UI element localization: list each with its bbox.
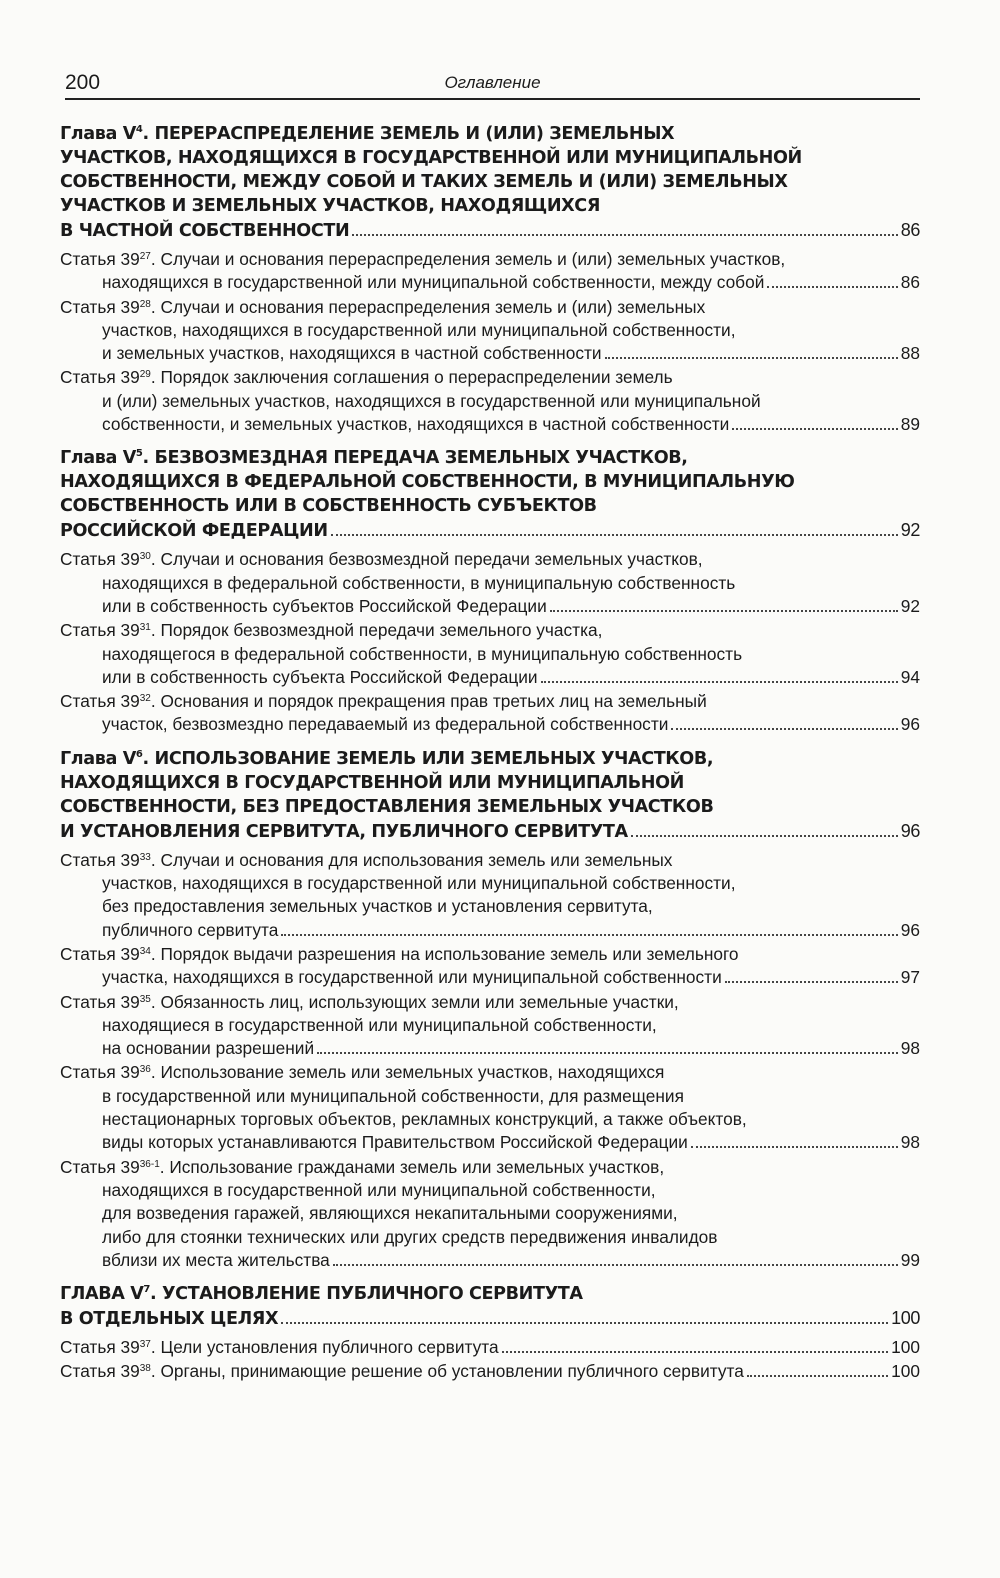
article-line: [60, 319, 920, 342]
dot-leader: [725, 981, 898, 983]
article-line: [60, 919, 920, 942]
article-text: [102, 595, 547, 618]
article-line-text: находящихся в государственной или муниципальной собственности,: [102, 1179, 656, 1200]
chapter-title[interactable]: [60, 747, 920, 844]
article-text: [60, 619, 602, 642]
article-page: 99: [900, 1249, 920, 1270]
article-line-text: находящиеся в государственной или муниципальной собственности,: [102, 1014, 657, 1035]
article-line: [60, 1249, 920, 1272]
article-text: [102, 572, 735, 595]
article-line: [60, 1202, 920, 1225]
article-line-text: или в собственность субъектов Российской Федерации: [102, 595, 547, 616]
article-line: [60, 690, 920, 713]
article-text: [60, 296, 705, 319]
chapter-v4: [60, 122, 920, 436]
chapter-title-line: [60, 218, 920, 243]
article-text: [102, 342, 602, 365]
article-line: [60, 1336, 920, 1359]
dot-leader: [333, 1264, 898, 1266]
chapter-title-line: [60, 446, 920, 470]
article-line-text: участков, находящихся в государственной или муниципальной собственности,: [102, 319, 736, 340]
article-line-text: . Цели установления публичного сервитута: [150, 1337, 499, 1358]
chapter-title-line-text: СОБСТВЕННОСТЬ ИЛИ В СОБСТВЕННОСТЬ СУБЪЕКТОВ: [60, 496, 597, 517]
article-text: [60, 1360, 744, 1383]
article-line-text: участка, находящихся в государственной или муниципальной собственности: [102, 967, 722, 988]
article-superscript: 27: [139, 251, 151, 262]
chapter-title-line: [60, 146, 920, 170]
article-line-text: без предоставления земельных участков и установления сервитута,: [102, 896, 653, 917]
chapter-title-superscript: 6: [135, 748, 143, 760]
article-label: Статья 39: [60, 367, 140, 388]
toc-entry-article[interactable]: [60, 1360, 920, 1383]
chapter-title-text: [60, 519, 328, 543]
article-line-text: . Органы, принимающие решение об установлении публичного сервитута: [150, 1361, 744, 1382]
article-label: Статья 39: [60, 1337, 140, 1358]
dot-leader: [331, 534, 898, 536]
article-superscript: 36: [139, 1064, 151, 1076]
article-page: 97: [900, 967, 920, 988]
dot-leader: [671, 728, 897, 730]
article-line: [60, 643, 920, 666]
dot-leader: [631, 835, 898, 837]
article-text: [102, 1202, 678, 1225]
chapter-title-text: [60, 494, 597, 518]
table-of-contents: [60, 122, 920, 1394]
article-line: [60, 872, 920, 895]
article-line: [60, 1085, 920, 1108]
toc-entry-article[interactable]: [60, 1061, 920, 1154]
chapter-title-superscript: 5: [135, 448, 143, 460]
article-label: Статья 39: [60, 620, 140, 641]
dot-leader: [747, 1375, 888, 1377]
article-page: 96: [900, 919, 920, 940]
chapter-title-text: [60, 747, 713, 771]
article-superscript: 36-1: [139, 1158, 160, 1170]
article-text: [60, 1336, 499, 1359]
dot-leader: [541, 681, 898, 683]
article-line-text: собственности, и земельных участков, находящихся в частной собственности: [102, 414, 730, 435]
article-line-text: и (или) земельных участков, находящихся в государственной или муниципальной: [102, 390, 761, 411]
dot-leader: [352, 234, 897, 236]
chapter-title-line: [60, 470, 920, 494]
chapter-title[interactable]: [60, 446, 920, 543]
article-text: [102, 1108, 747, 1131]
toc-entry-article[interactable]: [60, 1336, 920, 1359]
chapter-title-line: [60, 1282, 920, 1306]
chapter-v7: [60, 1282, 920, 1384]
chapter-title-line-text: . БЕЗВОЗМЕЗДНАЯ ПЕРЕДАЧА ЗЕМЕЛЬНЫХ УЧАСТКОВ,: [142, 448, 688, 469]
chapter-title-line: [60, 518, 920, 543]
toc-entry-article[interactable]: [60, 366, 920, 436]
dot-leader: [550, 610, 898, 612]
chapter-title-text: [60, 771, 684, 795]
article-line: [60, 1226, 920, 1249]
article-line: [60, 342, 920, 365]
article-line: [60, 713, 920, 736]
article-line-text: . Использование земель или земельных участков, находящихся: [150, 1062, 665, 1083]
article-line-text: в государственной или муниципальной собственности, для размещения: [102, 1085, 684, 1106]
article-line: [60, 413, 920, 436]
chapter-title-line: [60, 819, 920, 844]
article-text: [60, 849, 672, 872]
article-text: [60, 943, 739, 966]
article-page: 100: [891, 1337, 920, 1358]
article-line-text: . Основания и порядок прекращения прав третьих лиц на земельный: [150, 691, 707, 712]
article-line: [60, 248, 920, 271]
article-line: [60, 1061, 920, 1084]
article-line: [60, 943, 920, 966]
article-text: [102, 713, 668, 736]
article-line: [60, 666, 920, 689]
article-superscript: 30: [139, 551, 151, 563]
chapter-title-line-text: СОБСТВЕННОСТИ, МЕЖДУ СОБОЙ И ТАКИХ ЗЕМЕЛЬ И (ИЛИ) ЗЕМЕЛЬНЫХ: [60, 172, 788, 192]
article-line: [60, 991, 920, 1014]
article-text: [102, 319, 736, 342]
chapter-title-line: [60, 122, 920, 146]
chapter-title-line-text: В ЧАСТНОЙ СОБСТВЕННОСТИ: [60, 221, 350, 241]
article-line: [60, 1014, 920, 1037]
article-line: [60, 548, 920, 571]
article-line: [60, 1360, 920, 1383]
article-line-text: нестационарных торговых объектов, рекламных конструкций, а также объектов,: [102, 1109, 747, 1130]
article-text: [102, 1014, 657, 1037]
dot-leader: [732, 428, 897, 430]
chapter-title-line-text: НАХОДЯЩИХСЯ В ФЕДЕРАЛЬНОЙ СОБСТВЕННОСТИ, В МУНИЦИПАЛЬНУЮ: [60, 472, 795, 493]
article-superscript: 34: [139, 945, 151, 957]
chapter-title-text: [60, 170, 788, 194]
chapter-title-superscript: 4: [135, 124, 143, 135]
chapter-title-text: [60, 146, 802, 170]
chapter-title-label: Глава V: [60, 124, 136, 144]
chapter-title-line: [60, 170, 920, 194]
article-line: [60, 966, 920, 989]
toc-entry-article[interactable]: [60, 943, 920, 990]
article-text: [60, 248, 785, 271]
article-line-text: находящихся в федеральной собственности, в муниципальную собственность: [102, 572, 736, 593]
toc-entry-article[interactable]: [60, 1156, 920, 1272]
chapter-title-line-text: . ПЕРЕРАСПРЕДЕЛЕНИЕ ЗЕМЕЛЬ И (ИЛИ) ЗЕМЕЛЬНЫХ: [142, 124, 675, 144]
article-line: [60, 849, 920, 872]
article-label: Статья 39: [60, 249, 140, 269]
dot-leader: [767, 286, 897, 288]
article-text: [102, 1249, 330, 1272]
chapter-title-line-text: УЧАСТКОВ И ЗЕМЕЛЬНЫХ УЧАСТКОВ, НАХОДЯЩИХСЯ: [60, 196, 600, 216]
toc-entry-article[interactable]: [60, 548, 920, 618]
article-text: [60, 366, 673, 389]
article-superscript: 37: [139, 1339, 151, 1351]
article-line-text: вблизи их места жительства: [102, 1249, 330, 1270]
chapter-title-text: [60, 219, 349, 243]
article-text: [102, 919, 278, 942]
article-label: Статья 39: [60, 943, 140, 964]
article-label: Статья 39: [60, 849, 140, 870]
dot-leader: [691, 1146, 898, 1148]
article-text: [102, 413, 729, 436]
article-label: Статья 39: [60, 991, 140, 1012]
article-line-text: . Использование гражданами земель или земельных участков,: [159, 1156, 665, 1177]
article-label: Статья 39: [60, 1062, 140, 1083]
chapter-title-line-text: И УСТАНОВЛЕНИЯ СЕРВИТУТА, ПУБЛИЧНОГО СЕРВИТУТА: [60, 821, 628, 842]
article-label: Статья 39: [60, 1361, 140, 1382]
article-line-text: публичного сервитута: [102, 919, 279, 940]
article-superscript: 35: [139, 993, 151, 1005]
article-superscript: 38: [139, 1363, 151, 1375]
article-line: [60, 1179, 920, 1202]
article-line-text: . Порядок безвозмездной передачи земельного участка,: [150, 620, 603, 641]
article-superscript: 29: [139, 369, 151, 381]
chapter-title-line-text: В ОТДЕЛЬНЫХ ЦЕЛЯХ: [60, 1309, 279, 1330]
article-text: [102, 966, 722, 989]
article-superscript: 32: [139, 693, 151, 705]
article-superscript: 33: [139, 851, 151, 863]
article-line-text: . Порядок заключения соглашения о перераспределении земель: [150, 367, 673, 388]
chapter-title-line-text: РОССИЙСКОЙ ФЕДЕРАЦИИ: [60, 521, 328, 542]
article-line: [60, 619, 920, 642]
article-line: [60, 572, 920, 595]
article-page: 98: [900, 1038, 920, 1059]
chapter-title-line-text: . УСТАНОВЛЕНИЕ ПУБЛИЧНОГО СЕРВИТУТА: [149, 1284, 583, 1305]
article-page: 92: [900, 595, 920, 616]
article-line: [60, 271, 920, 294]
article-text: [60, 690, 707, 713]
page-number: 200: [65, 71, 101, 94]
chapter-title-line-text: УЧАСТКОВ, НАХОДЯЩИХСЯ В ГОСУДАРСТВЕННОЙ ИЛИ МУНИЦИПАЛЬНОЙ: [60, 148, 802, 168]
chapter-title-text: [60, 446, 688, 470]
article-line-text: . Обязанность лиц, использующих земли или земельные участки,: [150, 991, 679, 1012]
article-label: Статья 39: [60, 549, 140, 570]
chapter-title-text: [60, 122, 674, 146]
article-text: [60, 1061, 664, 1084]
article-text: [102, 666, 538, 689]
article-line: [60, 895, 920, 918]
chapter-title-text: [60, 820, 628, 844]
article-line-text: . Случаи и основания перераспределения земель и (или) земельных участков,: [150, 249, 786, 269]
chapter-title-line-text: . ИСПОЛЬЗОВАНИЕ ЗЕМЕЛЬ ИЛИ ЗЕМЕЛЬНЫХ УЧАСТКОВ,: [142, 748, 714, 769]
article-line-text: участок, безвозмездно передаваемый из федеральной собственности: [102, 714, 669, 735]
dot-leader: [281, 1322, 888, 1324]
dot-leader: [317, 1052, 898, 1054]
article-line-text: находящегося в федеральной собственности, в муниципальную собственность: [102, 643, 743, 664]
article-line: [60, 1131, 920, 1154]
article-text: [102, 895, 653, 918]
article-page: 86: [900, 272, 920, 293]
article-page: 89: [900, 414, 920, 435]
dot-leader: [605, 357, 898, 359]
chapter-title-text: [60, 470, 795, 494]
chapter-title-text: [60, 1282, 583, 1306]
article-label: Статья 39: [60, 691, 140, 712]
chapter-v5: [60, 446, 920, 736]
chapter-title-superscript: 7: [143, 1284, 150, 1296]
article-label: Статья 39: [60, 296, 140, 317]
chapter-title-line: [60, 1306, 920, 1331]
chapter-title-page: 100: [891, 1308, 920, 1329]
chapter-title-page: 96: [900, 820, 920, 841]
article-line: [60, 1037, 920, 1060]
article-superscript: 28: [139, 298, 151, 310]
article-page: 98: [900, 1132, 920, 1153]
article-line-text: . Случаи и основания перераспределения земель и (или) земельных: [150, 296, 706, 317]
chapter-title-line-text: НАХОДЯЩИХСЯ В ГОСУДАРСТВЕННОЙ ИЛИ МУНИЦИПАЛЬНОЙ: [60, 772, 684, 793]
chapter-title[interactable]: [60, 122, 920, 243]
chapter-title-line: [60, 747, 920, 771]
chapter-title-label: Глава V: [60, 448, 136, 469]
toc-entry-article[interactable]: [60, 619, 920, 689]
chapter-title-page: 92: [900, 520, 920, 541]
article-line: [60, 1108, 920, 1131]
article-line-text: . Порядок выдачи разрешения на использование земель или земельного: [150, 943, 739, 964]
article-page: 96: [900, 714, 920, 735]
dot-leader: [502, 1351, 889, 1353]
article-label: Статья 39: [60, 1156, 140, 1177]
chapter-title-line-text: СОБСТВЕННОСТИ, БЕЗ ПРЕДОСТАВЛЕНИЯ ЗЕМЕЛЬНЫХ УЧАСТКОВ: [60, 796, 714, 817]
article-line-text: для возведения гаражей, являющихся некапитальными сооружениями,: [102, 1203, 678, 1224]
page-header: [65, 68, 920, 100]
chapter-title-line: [60, 771, 920, 795]
running-title: Оглавление: [444, 73, 541, 92]
chapter-title-label: ГЛАВА V: [60, 1284, 144, 1305]
article-text: [102, 1226, 717, 1249]
article-line-text: на основании разрешений: [102, 1038, 315, 1059]
article-text: [102, 1179, 656, 1202]
chapter-title-line: [60, 194, 920, 218]
chapter-title-label: Глава V: [60, 748, 136, 769]
article-text: [60, 548, 703, 571]
toc-entry-article[interactable]: [60, 849, 920, 942]
article-text: [102, 872, 736, 895]
article-line-text: виды которых устанавливаются Правительством Российской Федерации: [102, 1132, 688, 1153]
chapter-title-line: [60, 494, 920, 518]
chapter-v6: [60, 747, 920, 1272]
article-line-text: либо для стоянки технических или других средств передвижения инвалидов: [102, 1226, 718, 1247]
article-line-text: участков, находящихся в государственной или муниципальной собственности,: [102, 873, 736, 894]
chapter-title-page: 86: [900, 220, 920, 240]
article-line-text: . Случаи и основания для использования земель или земельных: [150, 849, 673, 870]
chapter-title-text: [60, 194, 600, 218]
article-text: [102, 1037, 314, 1060]
article-page: 88: [900, 343, 920, 364]
article-page: 94: [900, 666, 920, 687]
article-text: [60, 1156, 664, 1179]
article-line-text: или в собственность субъекта Российской Федерации: [102, 666, 538, 687]
article-line-text: . Случаи и основания безвозмездной передачи земельных участков,: [150, 549, 703, 570]
article-page: 100: [891, 1361, 920, 1382]
article-superscript: 31: [139, 622, 151, 634]
article-text: [102, 643, 742, 666]
toc-entry-article[interactable]: [60, 296, 920, 366]
chapter-title-text: [60, 795, 713, 819]
toc-entry-article[interactable]: [60, 991, 920, 1061]
article-text: [102, 1085, 684, 1108]
toc-entry-article[interactable]: [60, 690, 920, 737]
chapter-title[interactable]: [60, 1282, 920, 1331]
article-text: [102, 271, 764, 294]
article-text: [102, 390, 761, 413]
article-line: [60, 390, 920, 413]
article-line: [60, 366, 920, 389]
article-line-text: находящихся в государственной или муниципальной собственности, между собой: [102, 272, 765, 293]
article-line: [60, 595, 920, 618]
article-line: [60, 1156, 920, 1179]
chapter-title-line: [60, 795, 920, 819]
toc-entry-article[interactable]: [60, 248, 920, 295]
article-line: [60, 296, 920, 319]
chapter-title-text: [60, 1307, 278, 1331]
article-text: [102, 1131, 688, 1154]
dot-leader: [281, 934, 897, 936]
article-text: [60, 991, 679, 1014]
article-line-text: и земельных участков, находящихся в частной собственности: [102, 343, 602, 364]
